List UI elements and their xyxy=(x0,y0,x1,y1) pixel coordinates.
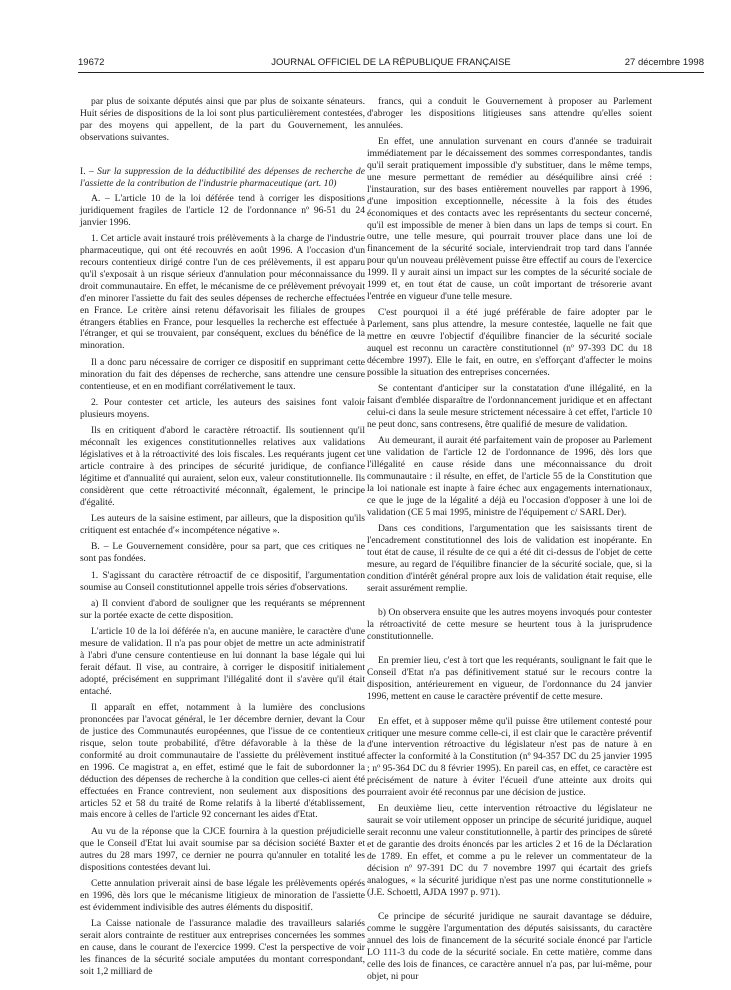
page-number: 19672 xyxy=(78,57,105,68)
paragraph: 1. S'agissant du caractère rétroactif de ce dispositif, l'argumentation soumise au Conseil constitutionnel appelle trois séries d'observations. xyxy=(80,569,365,593)
page-header xyxy=(78,57,704,71)
issue-date: 27 décembre 1998 xyxy=(624,57,704,68)
paragraph: C'est pourquoi il a été jugé préférable de faire adopter par le Parlement, sans plus attendre, la mesure contestée, laquelle ne fait que mettre en œuvre l'objectif d'équilibre financier de la sécurité sociale auquel est reconnu un caractère constitutionnel (nº 97-393 DC du 18 décembre 1997). Elle le fait, en outre, en s'efforçant d'affecter le moins possible la situation des entreprises concernées. xyxy=(367,307,652,378)
paragraph: Au demeurant, il aurait été parfaitement vain de proposer au Parlement une validation de l'article 12 de l'ordonnance de 1996, dès lors que l'illégalité en cause réside dans une méconnaissance du droit communautaire : il résulte, en effet, de l'article 55 de la Constitution que la loi nationale est inapte à faire échec aux engagements internationaux, ce que le juge de la légalité a déjà eu l'occasion d'opposer à une loi de validation (CE 5 mai 1995, ministre de l'équipement c/ SARL Der). xyxy=(367,435,652,518)
paragraph: En effet, une annulation survenant en cours d'année se traduirait immédiatement par le décaissement des sommes correspondantes, tandis qu'il serait pratiquement impossible d'y substituer, dans le même temps, une mesure permettant de remédier au déséquilibre ainsi créé : l'instauration, sur des bases entièrement nouvelles par rapport à 1996, d'une imposition exceptionnelle, nécessite à la fois des études économiques et des contacts avec les représentants du secteur concerné, qu'il est impossible de mener à bien dans un laps de temps si court. En outre, une telle mesure, qui pourrait trouver place dans une loi de financement de la sécurité sociale, interviendrait trop tard dans l'année pour qu'un nouveau prélèvement puisse être effectif au cours de l'exercice 1999. Il y aurait ainsi un impact sur les comptes de la sécurité sociale de 1999 et, en tout état de cause, un coût important de trésorerie avant l'entrée en vigueur d'une telle mesure. xyxy=(367,136,652,302)
paragraph: B. – Le Gouvernement considère, pour sa part, que ces critiques ne sont pas fondées. xyxy=(80,541,365,565)
paragraph: L'article 10 de la loi déférée n'a, en aucune manière, le caractère d'une mesure de validation. Il n'a pas pour objet de mettre un acte administratif à l'abri d'une censure contentieuse en lui donnant la base légale qui lui ferait défaut. Il vise, au contraire, à corriger le dispositif initialement adopté, précisément en supprimant l'illégalité dont il s'avère qu'il était entaché. xyxy=(80,626,365,697)
paragraph: En premier lieu, c'est à tort que les requérants, soulignant le fait que le Conseil d'Etat n'a pas définitivement statué sur le recours contre la disposition, antérieurement en vigueur, de l'ordonnance du 24 janvier 1996, mettent en cause le caractère préventif de cette mesure. xyxy=(367,655,652,703)
right-column xyxy=(367,96,652,987)
paragraph: par plus de soixante députés ainsi que par plus de soixante sénateurs. Huit séries de dispositions de la loi sont plus particulièrement contestées, par des moyens qui appellent, de la part du Gouvernement, les observations suivantes. xyxy=(80,96,365,143)
paragraph: A. – L'article 10 de la loi déférée tend à corriger les dispositions juridiquement fragiles de l'article 12 de l'ordonnance nº 96-51 du 24 janvier 1996. xyxy=(80,192,365,228)
paragraph: 1. Cet article avait instauré trois prélèvements à la charge de l'industrie pharmaceutique, qui ont été recouvrés en août 1996. A l'occasion d'un recours contentieux dirigé contre l'un de ces prélèvements, il est apparu qu'il s'exposait à un risque sérieux d'annulation pour méconnaissance du droit communautaire. En effet, le mécanisme de ce prélèvement prévoyait d'en minorer l'assiette du fait des seules dépenses de recherche effectuées en France. Le critère ainsi retenu défavorisait les filiales de groupes étrangers établies en France, pour lesquelles la recherche est effectuée à l'étranger, et qui se trouvaient, par conséquent, exclues du bénéfice de la minoration. xyxy=(80,233,365,352)
section-heading xyxy=(80,166,365,190)
left-column xyxy=(80,96,365,982)
header-rule xyxy=(78,72,704,73)
paragraph: La Caisse nationale de l'assurance maladie des travailleurs salariés serait alors contrainte de restituer aux entreprises concernées les sommes en cause, dans le courant de l'exercice 1999. C'est la perspective de voir les finances de la sécurité sociale amputées du montant correspondant, soit 1,2 milliard de xyxy=(80,918,365,977)
paragraph: Les auteurs de la saisine estiment, par ailleurs, que la disposition qu'ils critiquent est entachée d'« incompétence négative ». xyxy=(80,513,365,536)
paragraph: Au vu de la réponse que la CJCE fournira à la question préjudicielle que le Conseil d'Etat lui avait soumise par sa décision société Baxter et autres du 28 mars 1997, ce dernier ne pourra qu'annuler en totalité les dispositions contestées devant lui. xyxy=(80,825,365,873)
section-number: I. – xyxy=(80,166,94,178)
paragraph: 2. Pour contester cet article, les auteurs des saisines font valoir plusieurs moyens. xyxy=(80,396,365,420)
journal-title: JOURNAL OFFICIEL DE LA RÉPUBLIQUE FRANÇAISE xyxy=(271,57,511,68)
section-title: Sur la suppression de la déductibilité des dépenses de recherche de l'assiette de la contribution de l'industrie pharmaceutique (art. 10) xyxy=(80,166,365,190)
paragraph: Cette annulation priverait ainsi de base légale les prélèvements opérés en 1996, dès lors que le mécanisme litigieux de minoration de l'assiette est évidemment indivisible des autres éléments du dispositif. xyxy=(80,877,365,913)
paragraph: a) Il convient d'abord de souligner que les requérants se méprennent sur la portée exacte de cette disposition. xyxy=(80,598,365,621)
paragraph: Dans ces conditions, l'argumentation que les saisissants tirent de l'encadrement constitutionnel des lois de validation est inopérante. En tout état de cause, il résulte de ce qui a été dit ci-dessus de l'objet de cette mesure, au regard de l'équilibre financier de la sécurité sociale, que, si la condition d'intérêt général propre aux lois de validation était requise, elle serait assurément remplie. xyxy=(367,523,652,594)
paragraph: Il a donc paru nécessaire de corriger ce dispositif en supprimant cette minoration du fait des dépenses de recherche, sans attendre une censure contentieuse, et en en modifiant corrélativement le taux. xyxy=(80,356,365,392)
paragraph: francs, qui a conduit le Gouvernement à proposer au Parlement d'abroger les dispositions litigieuses sans attendre qu'elles soient annulées. xyxy=(367,96,652,131)
paragraph: Ce principe de sécurité juridique ne saurait davantage se déduire, comme le suggère l'argumentation des députés saisissants, du caractère annuel des lois de financement de la sécurité sociale énoncé par l'article LO 111-3 du code de la sécurité sociale. En cette matière, comme dans celle des lois de finances, ce caractère annuel n'a pas, par lui-même, pour objet, ni pour xyxy=(367,911,652,982)
paragraph: b) On observera ensuite que les autres moyens invoqués pour contester la rétroactivité de cette mesure se heurtent tous à la jurisprudence constitutionnelle. xyxy=(367,607,652,643)
paragraph: Ils en critiquent d'abord le caractère rétroactif. Ils soutiennent qu'il méconnaît les exigences constitutionnelles relatives aux validations législatives et à la rétroactivité des lois fiscales. Les requérants jugent cet article contraire à des principes de sécurité juridique, de confiance légitime et d'annualité qui auraient, selon eux, valeur constitutionnelle. Ils considèrent que cette rétroactivité méconnaît, également, le principe d'égalité. xyxy=(80,425,365,508)
paragraph: En effet, et à supposer même qu'il puisse être utilement contesté pour critiquer une mesure comme celle-ci, il est clair que le caractère préventif d'une intervention rétroactive du législateur n'est pas de nature à en affecter la conformité à la Constitution (nº 94-357 DC du 25 janvier 1995 ; nº 95-364 DC du 8 février 1995). En pareil cas, en effet, ce caractère est précisément de nature à éviter l'écueil d'une atteinte aux droits qui pourraient avoir été reconnus par une décision de justice. xyxy=(367,715,652,799)
paragraph: En deuxième lieu, cette intervention rétroactive du législateur ne saurait se voir utilement opposer un principe de sécurité juridique, auquel serait reconnu une valeur constitutionnelle, à partir des principes de sûreté et de garantie des droits énoncés par les articles 2 et 16 de la Déclaration de 1789. En effet, et comme a pu le relever un commentateur de la décision nº 97-391 DC du 7 novembre 1997 qui écartait des griefs analogues, « la sécurité juridique n'est pas une norme constitutionnelle » (J.E. Schoettl, AJDA 1997 p. 971). xyxy=(367,803,652,898)
paragraph: Il apparaît en effet, notamment à la lumière des conclusions prononcées par l'avocat général, le 1er décembre dernier, devant la Cour de justice des Communautés européennes, que l'issue de ce contentieux risque, selon toute probabilité, d'être défavorable à la thèse de la conformité au droit communautaire de l'assiette du prélèvement institué en 1996. Ce magistrat a, en effet, estimé que le fait de subordonner la déduction des dépenses de recherche à la condition que celles-ci aient été effectuées en France contrevient, non seulement aux dispositions des articles 52 et 58 du traité de Rome relatifs à la liberté d'établissement, mais encore à celles de l'article 92 concernant les aides d'Etat. xyxy=(80,702,365,821)
paragraph: Se contentant d'anticiper sur la constatation d'une illégalité, en la faisant d'emblée disparaître de l'ordonnancement juridique et en affectant celui-ci dans la seule mesure strictement nécessaire à cet effet, l'article 10 ne peut donc, sans contresens, être qualifié de mesure de validation. xyxy=(367,383,652,431)
